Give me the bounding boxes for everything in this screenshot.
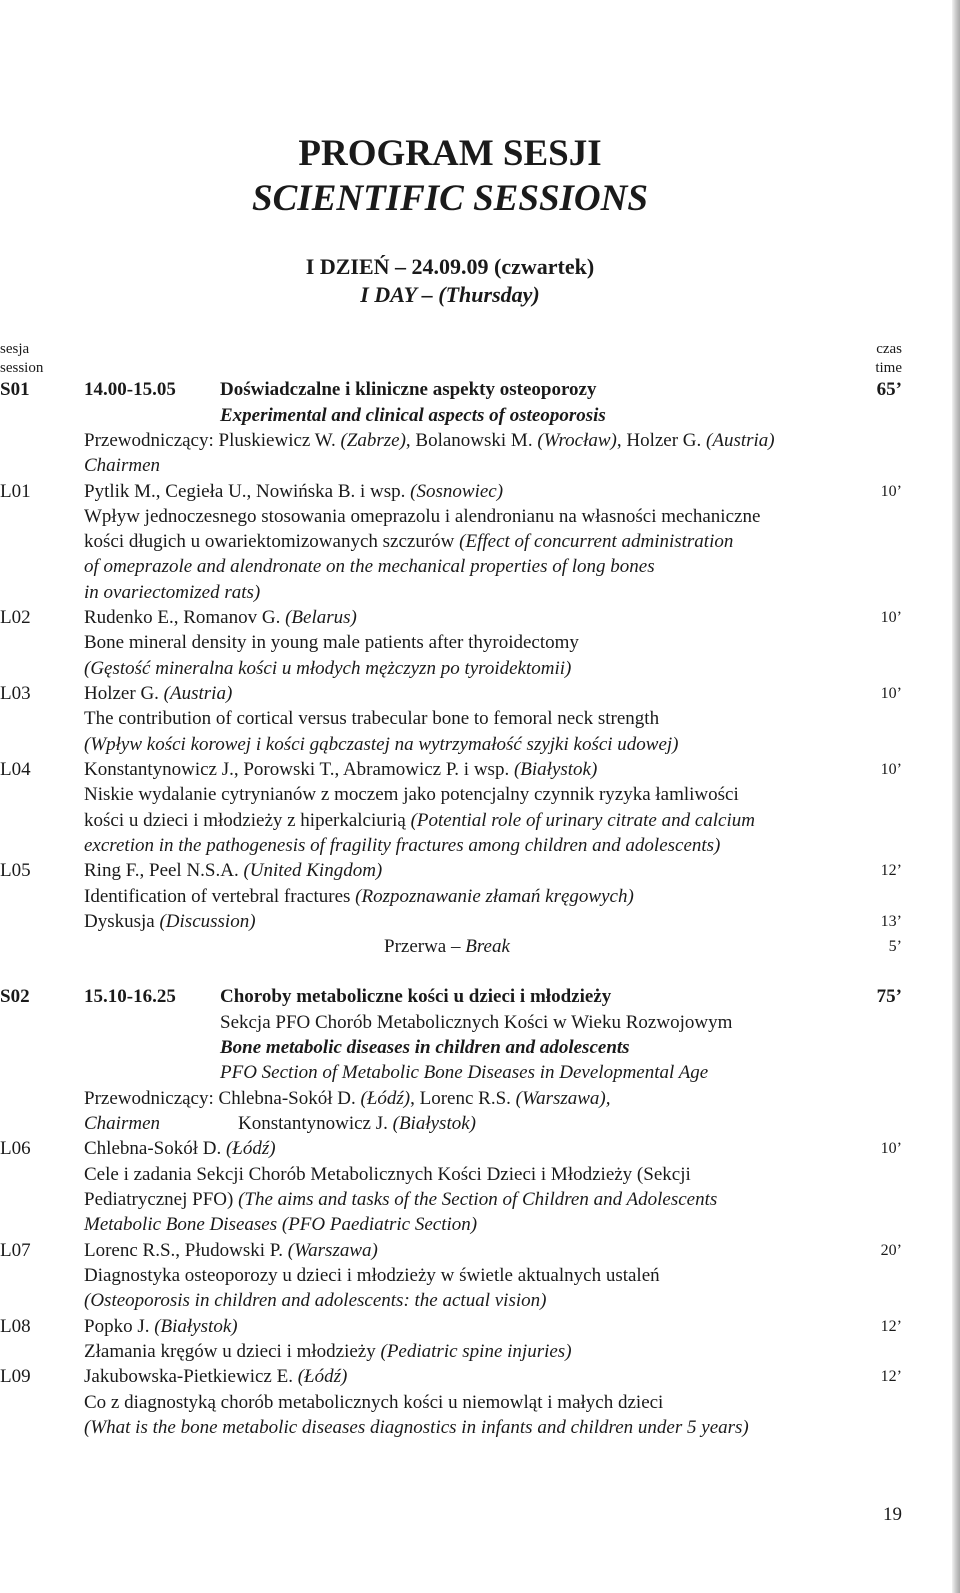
break: Przerwa – Break bbox=[384, 936, 510, 957]
lecture-title: Bone mineral density in young male patients after thyroidectomy bbox=[84, 632, 579, 653]
lecture-title: Wpływ jednoczesnego stosowania omeprazolu i alendronianu na własności mechaniczne bbox=[84, 506, 761, 527]
lecture-title: of omeprazole and alendronate on the mechanical properties of long bones bbox=[84, 556, 655, 577]
lecture-title: excretion in the pathogenesis of fragility fractures among children and adolescents) bbox=[84, 835, 721, 856]
lecture-authors: Konstantynowicz J., Porowski T., Abramowicz P. i wsp. (Białystok) bbox=[84, 759, 598, 780]
col-header-czas: czas bbox=[876, 341, 902, 357]
session-title: Doświadczalne i kliniczne aspekty osteoporozy bbox=[220, 379, 597, 400]
lecture-id: L02 bbox=[0, 607, 31, 628]
col-header-time: time bbox=[875, 360, 902, 376]
page-subtitle: SCIENTIFIC SESSIONS bbox=[252, 178, 648, 219]
lecture-duration: 10’ bbox=[880, 609, 902, 626]
col-header-sesja: sesja bbox=[0, 341, 30, 357]
lecture-title: Metabolic Bone Diseases (PFO Paediatric Section) bbox=[84, 1214, 478, 1235]
page-title: PROGRAM SESJI bbox=[298, 133, 602, 174]
lecture-authors: Popko J. (Białystok) bbox=[84, 1316, 238, 1337]
lecture-id: L03 bbox=[0, 683, 31, 704]
page-number: 19 bbox=[883, 1504, 902, 1525]
session-id: S02 bbox=[0, 986, 30, 1007]
session-title: Choroby metaboliczne kości u dzieci i młodzieży bbox=[220, 986, 612, 1007]
section-name-en: PFO Section of Metabolic Bone Diseases in Developmental Age bbox=[220, 1062, 709, 1083]
lecture-title: (Wpływ kości korowej i kości gąbczastej na wytrzymałość szyjki kości udowej) bbox=[84, 734, 679, 755]
lecture-duration: 12’ bbox=[880, 1318, 902, 1335]
lecture-id: L09 bbox=[0, 1366, 31, 1387]
section-name: Sekcja PFO Chorób Metabolicznych Kości w Wieku Rozwojowym bbox=[220, 1012, 733, 1033]
lecture-id: L08 bbox=[0, 1316, 31, 1337]
day-heading: I DZIEŃ – 24.09.09 (czwartek) bbox=[305, 254, 595, 279]
session-duration: 75’ bbox=[876, 986, 902, 1007]
break-duration: 5’ bbox=[888, 938, 902, 955]
lecture-title: Złamania kręgów u dzieci i młodzieży (Pediatric spine injuries) bbox=[84, 1341, 572, 1362]
lecture-authors: Pytlik M., Cegieła U., Nowińska B. i wsp. (Sosnowiec) bbox=[84, 481, 504, 502]
lecture-duration: 10’ bbox=[880, 483, 902, 500]
lecture-title: kości długich u owariektomizowanych szczurów (Effect of concurrent administration bbox=[84, 531, 734, 552]
lecture-authors: Ring F., Peel N.S.A. (United Kingdom) bbox=[84, 860, 383, 881]
lecture-id: L05 bbox=[0, 860, 31, 881]
chairs-line: Przewodniczący: Pluskiewicz W. (Zabrze), Bolanowski M. (Wrocław), Holzer G. (Austria) bbox=[84, 430, 775, 451]
lecture-title: Diagnostyka osteoporozy u dzieci i młodzieży w świetle aktualnych ustaleń bbox=[84, 1265, 660, 1286]
lecture-id: L07 bbox=[0, 1240, 31, 1261]
lecture-duration: 12’ bbox=[880, 862, 902, 879]
lecture-title: Co z diagnostyką chorób metabolicznych kości u niemowląt i małych dzieci bbox=[84, 1392, 664, 1413]
lecture-title: Identification of vertebral fractures (Rozpoznawanie złamań kręgowych) bbox=[84, 886, 634, 907]
lecture-authors: Holzer G. (Austria) bbox=[84, 683, 233, 704]
chairmen-label: Chairmen bbox=[84, 1113, 160, 1134]
lecture-duration: 10’ bbox=[880, 1140, 902, 1157]
lecture-title: kości u dzieci i młodzieży z hiperkalciurią (Potential role of urinary citrate and calcium bbox=[84, 810, 755, 831]
session-title-en: Bone metabolic diseases in children and adolescents bbox=[220, 1037, 630, 1058]
lecture-authors: Rudenko E., Romanov G. (Belarus) bbox=[84, 607, 357, 628]
chairs-line: Konstantynowicz J. (Białystok) bbox=[238, 1113, 476, 1134]
session-duration: 65’ bbox=[876, 379, 902, 400]
col-header-session: session bbox=[0, 360, 44, 376]
lecture-duration: 10’ bbox=[880, 761, 902, 778]
lecture-authors: Chlebna-Sokół D. (Łódź) bbox=[84, 1138, 276, 1159]
page-edge bbox=[952, 0, 960, 1593]
discussion-duration: 13’ bbox=[880, 913, 902, 930]
lecture-title: The contribution of cortical versus trabecular bone to femoral neck strength bbox=[84, 708, 660, 729]
lecture-authors: Jakubowska-Pietkiewicz E. (Łódź) bbox=[84, 1366, 348, 1387]
discussion: Dyskusja (Discussion) bbox=[84, 911, 256, 932]
session-id: S01 bbox=[0, 379, 30, 400]
lecture-duration: 20’ bbox=[880, 1242, 902, 1259]
lecture-title: (Osteoporosis in children and adolescents: the actual vision) bbox=[84, 1290, 547, 1311]
lecture-title: Pediatrycznej PFO) (The aims and tasks of the Section of Children and Adolescents bbox=[84, 1189, 718, 1210]
lecture-title: Niskie wydalanie cytrynianów z moczem jako potencjalny czynnik ryzyka łamliwości bbox=[84, 784, 739, 805]
lecture-authors: Lorenc R.S., Płudowski P. (Warszawa) bbox=[84, 1240, 378, 1261]
lecture-id: L01 bbox=[0, 481, 31, 502]
lecture-title: Cele i zadania Sekcji Chorób Metabolicznych Kości Dzieci i Młodzieży (Sekcji bbox=[84, 1164, 691, 1185]
day-heading-en: I DAY – (Thursday) bbox=[360, 282, 540, 307]
lecture-duration: 12’ bbox=[880, 1368, 902, 1385]
session-title-en: Experimental and clinical aspects of osteoporosis bbox=[220, 405, 606, 426]
lecture-id: L04 bbox=[0, 759, 31, 780]
lecture-title: in ovariectomized rats) bbox=[84, 582, 261, 603]
chairmen-label: Chairmen bbox=[84, 455, 160, 476]
session-time: 15.10-16.25 bbox=[84, 986, 176, 1007]
chairs-line: Przewodniczący: Chlebna-Sokół D. (Łódź), Lorenc R.S. (Warszawa), bbox=[84, 1088, 611, 1109]
lecture-title: (What is the bone metabolic diseases diagnostics in infants and children under 5 years) bbox=[84, 1417, 749, 1438]
lecture-id: L06 bbox=[0, 1138, 31, 1159]
lecture-title: (Gęstość mineralna kości u młodych mężczyzn po tyroidektomii) bbox=[84, 658, 572, 679]
session-time: 14.00-15.05 bbox=[84, 379, 176, 400]
lecture-duration: 10’ bbox=[880, 685, 902, 702]
